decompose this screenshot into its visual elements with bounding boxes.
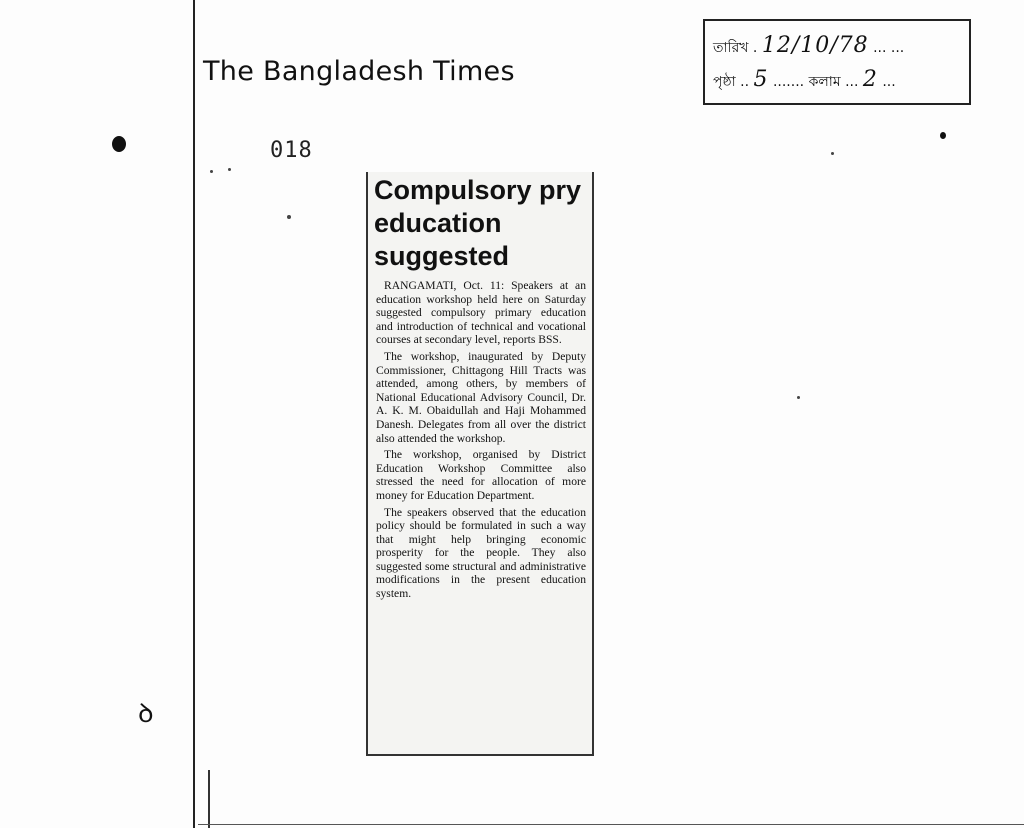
stamp-date-value: 12/10/78 [761,33,869,58]
speck [797,396,800,399]
stamp-page-value: 5 [753,67,769,92]
speck [228,168,231,171]
stamp-page-row: পৃষ্ঠা .. 5 ....... কলাম ... 2 ... [713,67,896,92]
article-paragraph: The workshop, organised by District Education Workshop Committee also stressed the need for allocation of more money for Education Department. [376,448,586,502]
punch-hole [112,136,126,152]
article-paragraph: RANGAMATI, Oct. 11: Speakers at an education workshop held here on Saturday suggested compulsory primary education and introduction of technical and vocational courses at secondary level, reports BSS. [376,279,586,347]
stamp-page-label: পৃষ্ঠা [713,74,736,90]
reference-number: 018 [270,138,313,163]
stamp-column-label: কলাম [808,74,841,90]
stamp-date-label: তারিখ [713,40,749,56]
newspaper-masthead: The Bangladesh Times [203,56,515,87]
speck [831,152,834,155]
article-paragraph: The workshop, inaugurated by Deputy Commissioner, Chittagong Hill Tracts was attended, among others, by members of National Educational Advisory Council, Dr. A. K. M. Obaidullah and Haji Mohammed Danesh. Delegates from all over the district also attended the workshop. [376,349,586,445]
margin-handwritten-mark: ꝺ [138,699,154,729]
speck [287,215,291,219]
date-page-stamp [703,19,971,105]
stamp-column-value: 2 [862,67,878,92]
article-headline: Compulsory pry education suggested [374,175,582,271]
binding-line-lower [208,770,210,828]
article-paragraph: The speakers observed that the education policy should be formulated in such a way that might help bringing economic prosperity for the people. They also suggested some structural and administrative modifications in the present education system. [376,505,586,601]
bottom-edge-line [198,824,1024,825]
speck [210,170,213,173]
stamp-date-row: তারিখ . 12/10/78 ... ... [713,33,905,58]
newspaper-clipping [366,172,594,756]
binding-line [193,0,195,828]
punch-hole [940,132,946,139]
article-body [368,273,592,601]
